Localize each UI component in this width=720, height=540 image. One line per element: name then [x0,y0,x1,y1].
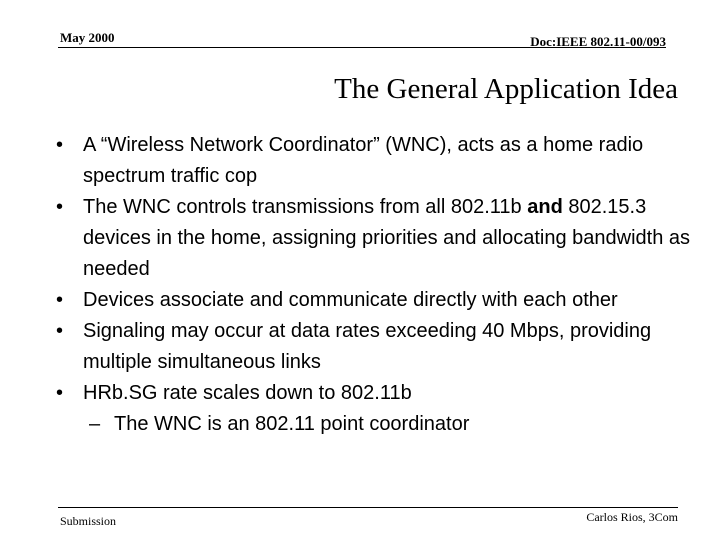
bullet-marker: • [56,382,64,404]
bullet-item [56,378,706,409]
bullet-item [56,285,706,316]
bullet-text [83,192,706,285]
header-date: May 2000 [60,30,115,45]
footer-divider [58,507,678,508]
document-id: Doc:IEEE 802.11-00/093 [530,34,666,49]
footer-submission: Submission [60,514,117,528]
bullet-item [56,316,706,378]
bullet-text [83,378,706,409]
bullet-text-segment: Devices associate and communicate directly with each other [83,289,618,311]
footer-author: Carlos Rios, 3Com [586,510,678,524]
bullet-text-segment: The WNC controls transmissions from all 802.11b [83,196,528,218]
bullet-text-segment: HRb.SG rate scales down to 802.11b [83,382,412,404]
bullet-text [83,316,706,378]
bullet-text-segment: Signaling may occur at data rates exceeding 40 Mbps, providing multiple simultaneous links [83,320,652,373]
slide-title: The General Application Idea [334,73,678,105]
bullet-text-segment: A “Wireless Network Coordinator” (WNC), acts as a home radio spectrum traffic cop [83,134,644,187]
header-divider [58,47,666,48]
bullet-marker: • [56,320,64,342]
bullet-list [56,130,706,440]
bullet-marker: • [56,289,64,311]
bullet-text [83,285,706,316]
bullet-text [83,130,706,192]
bullet-item [56,130,706,192]
sub-bullet-item [56,409,706,440]
bullet-item [56,192,706,285]
bold-emphasis: and [527,196,563,218]
sub-bullet-text: The WNC is an 802.11 point coordinator [114,413,470,435]
sub-bullet-marker: – [89,413,101,435]
bullet-marker: • [56,134,64,156]
bullet-marker: • [56,196,64,218]
bullet-text-segment: 802.15.3 devices in the home, assigning priorities and allocating bandwidth as needed [83,196,691,280]
